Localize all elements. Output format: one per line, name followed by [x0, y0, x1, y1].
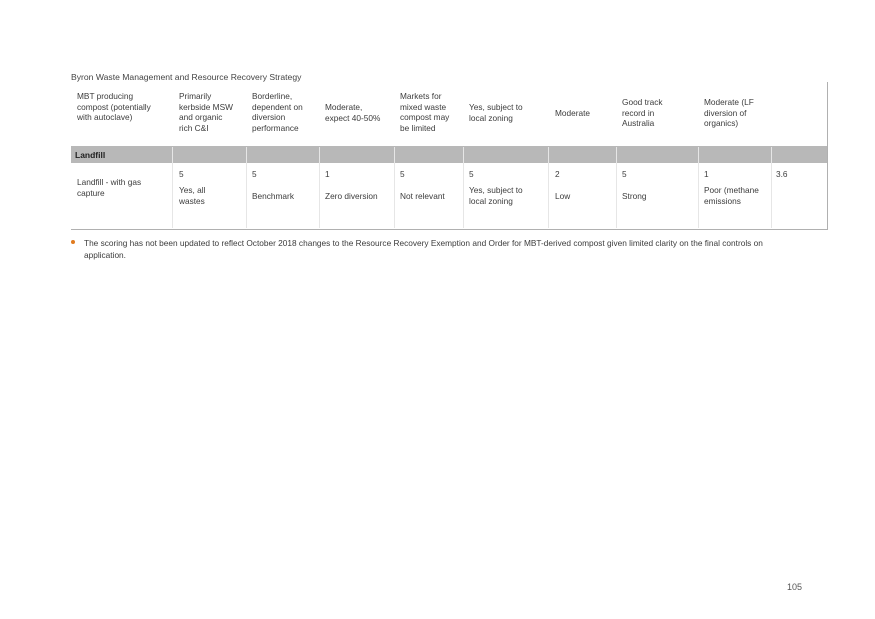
column-separator	[172, 147, 173, 228]
section-header-landfill	[71, 146, 827, 163]
footnote-text: The scoring has not been updated to reflect October 2018 changes to the Resource Recovery Exemption and Order for MBT-derived compost given limited clarity on the final controls on application.	[84, 238, 763, 260]
mbt-feedstock-cell: Primarily kerbside MSW and organic rich C&I	[179, 91, 233, 133]
landfill-score-2: 5	[252, 169, 257, 179]
evaluation-table	[71, 82, 828, 230]
landfill-option-cell: Landfill - with gas capture	[77, 177, 142, 198]
mbt-markets-cell: Markets for mixed waste compost may be limited	[400, 91, 450, 133]
column-separator	[463, 147, 464, 228]
landfill-total-score: 3.6	[776, 169, 788, 179]
mbt-track-record-cell: Good track record in Australia	[622, 97, 663, 128]
mbt-option-cell: MBT producing compost (potentially with autoclave)	[77, 91, 151, 122]
column-separator	[246, 147, 247, 228]
landfill-markets-cell: Not relevant	[400, 191, 445, 201]
landfill-score-8: 1	[704, 169, 709, 179]
column-separator	[616, 147, 617, 228]
column-separator	[319, 147, 320, 228]
landfill-score-1: 5	[179, 169, 184, 179]
mbt-zoning-cell: Yes, subject to local zoning	[469, 102, 523, 123]
landfill-score-6: 2	[555, 169, 560, 179]
column-separator	[771, 147, 772, 228]
column-separator	[548, 147, 549, 228]
mbt-performance-cell: Borderline, dependent on diversion performance	[252, 91, 303, 133]
landfill-score-5: 5	[469, 169, 474, 179]
section-label: Landfill	[75, 150, 106, 160]
landfill-performance-cell: Benchmark	[252, 191, 294, 201]
landfill-feedstock-cell: Yes, all wastes	[179, 185, 206, 206]
landfill-risk-cell: Low	[555, 191, 571, 201]
bullet-icon	[71, 240, 75, 244]
mbt-environment-cell: Moderate (LF diversion of organics)	[704, 97, 754, 128]
landfill-score-3: 1	[325, 169, 330, 179]
landfill-track-record-cell: Strong	[622, 191, 647, 201]
document-header: Byron Waste Management and Resource Recovery Strategy	[71, 72, 302, 82]
landfill-score-7: 5	[622, 169, 627, 179]
landfill-score-4: 5	[400, 169, 405, 179]
column-separator	[394, 147, 395, 228]
landfill-zoning-cell: Yes, subject to local zoning	[469, 185, 523, 206]
landfill-diversion-cell: Zero diversion	[325, 191, 378, 201]
landfill-environment-cell: Poor (methane emissions	[704, 185, 759, 206]
mbt-risk-cell: Moderate	[555, 108, 591, 118]
column-separator	[698, 147, 699, 228]
mbt-diversion-cell: Moderate, expect 40-50%	[325, 102, 381, 123]
page-number: 105	[787, 582, 803, 592]
